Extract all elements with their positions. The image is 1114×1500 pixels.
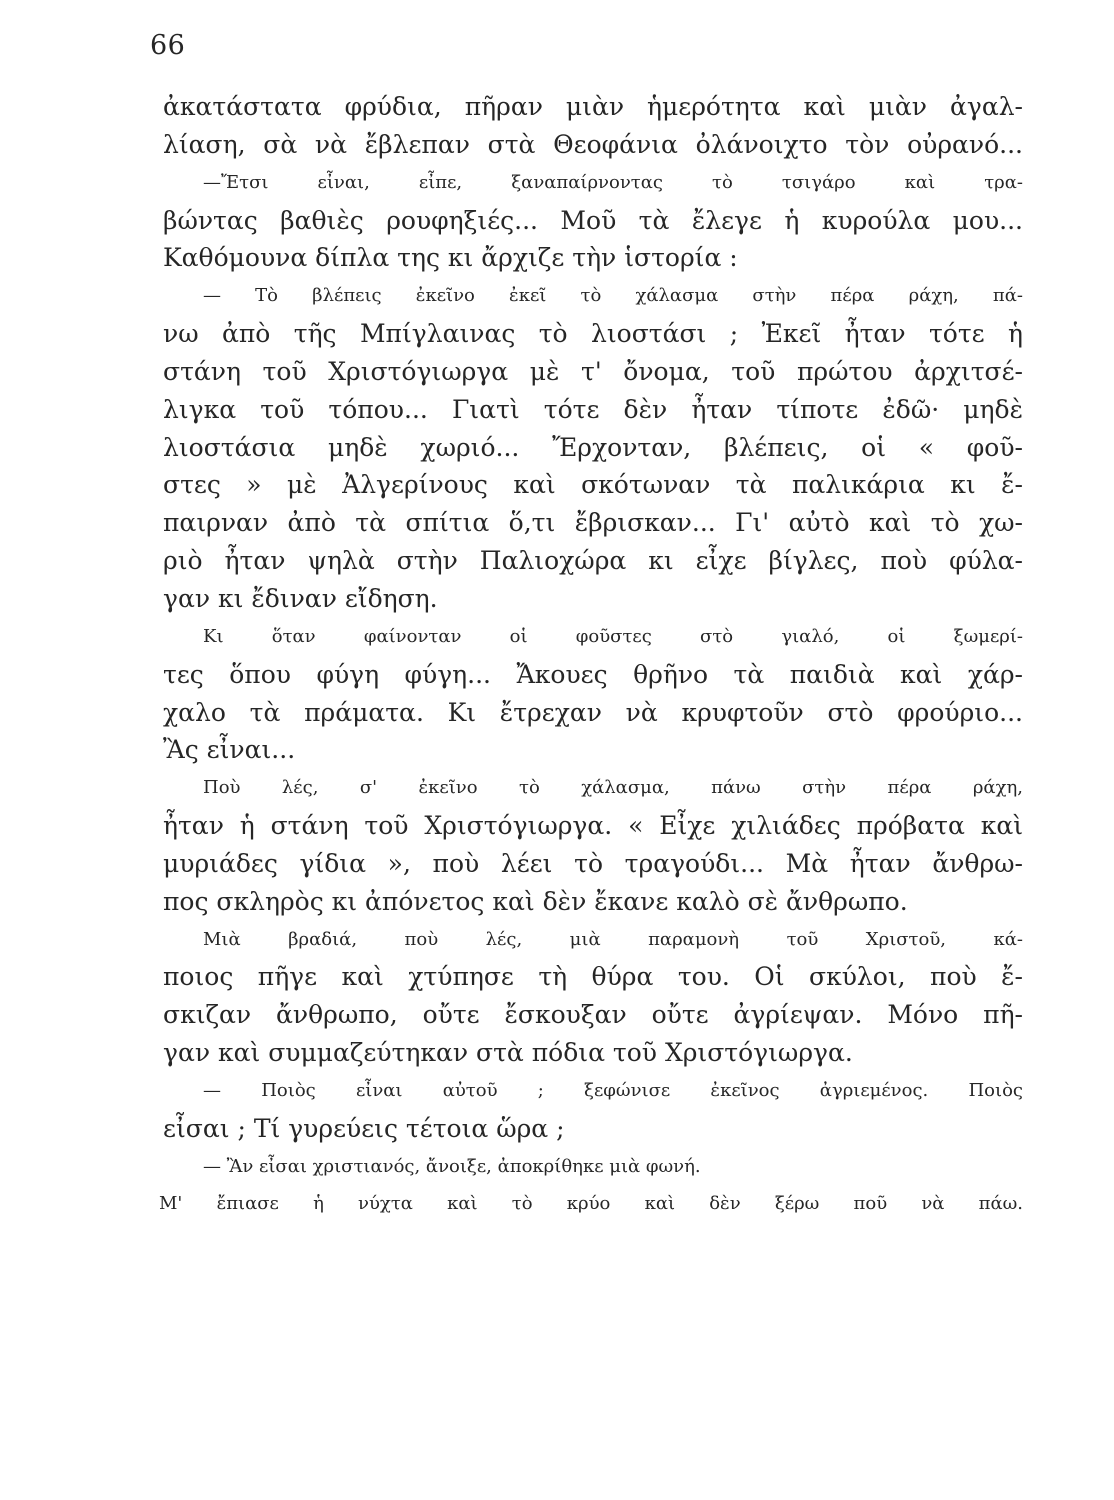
text-line: χαλο τὰ πράματα. Κι ἔτρεχαν νὰ κρυφτοῦν στὸ φρούριο... [163,697,1023,727]
text-line: βώντας βαθιὲς ρουφηξιές... Μοῦ τὰ ἔλεγε ἡ κυρούλα μου... [163,205,1023,235]
text-line: γαν κι ἔδιναν εἴδηση. [163,583,438,613]
text-line: εἶσαι ; Τί γυρεύεις τέτοια ὥρα ; [163,1113,565,1143]
text-line: παιρναν ἀπὸ τὰ σπίτια ὅ,τι ἔβρισκαν... Γι' αὐτὸ καὶ τὸ χω- [163,508,1023,538]
text-line: Καθόμουνα δίπλα της κι ἄρχιζε τὴν ἱστορία : [163,243,738,273]
text-line: — Τὸ βλέπεις ἐκεῖνο ἐκεῖ τὸ χάλασμα στὴν πέρα ράχη, πά- [203,285,1023,307]
text-line: Ποὺ λές, σ' ἐκεῖνο τὸ χάλασμα, πάνω στὴν πέρα ράχη, [203,777,1023,799]
text-line: λιγκα τοῦ τόπου... Γιατὶ τότε δὲν ἦταν τίποτε ἐδῶ· μηδὲ [163,394,1023,424]
text-line: Μ' ἔπιασε ἡ νύχτα καὶ τὸ κρύο καὶ δὲν ξέρω ποῦ νὰ πάω. [159,1193,1023,1215]
text-line: ἀκατάστατα φρύδια, πῆραν μιὰν ἡμερότητα καὶ μιὰν ἀγαλ- [163,92,1023,121]
text-line: νω ἀπὸ τῆς Μπίγλαινας τὸ λιοστάσι ; Ἐκεῖ ἦταν τότε ἡ [163,319,1023,349]
text-line: λίαση, σὰ νὰ ἔβλεπαν στὰ Θεοφάνια ὀλάνοιχτο τὸν οὐρανό... [163,129,1023,159]
text-line: γαν καὶ συμμαζεύτηκαν στὰ πόδια τοῦ Χριστόγιωργα. [163,1038,853,1068]
text-line: — Ἂν εἶσαι χριστιανός, ἄνοιξε, ἀποκρίθηκε μιὰ φωνή. [203,1155,701,1177]
text-line: — Ποιὸς εἶναι αὐτοῦ ; ξεφώνισε ἐκεῖνος ἀγριεμένος. Ποιὸς [203,1079,1023,1101]
page-number: 66 [150,30,186,61]
text-line: Μιὰ βραδιά, ποὺ λές, μιὰ παραμονὴ τοῦ Χριστοῦ, κά- [203,928,1023,950]
text-line: λιοστάσια μηδὲ χωριό... Ἔρχονταν, βλέπεις, οἱ « φοῦ- [163,432,1023,462]
body-text [159,88,1023,1223]
text-line: στάνη τοῦ Χριστόγιωργα μὲ τ' ὄνομα, τοῦ πρώτου ἀρχιτσέ- [163,356,1023,386]
text-line: σκιζαν ἄνθρωπο, οὔτε ἔσκουξαν οὔτε ἀγρίεψαν. Μόνο πῆ- [163,1000,1023,1030]
text-line: Κι ὅταν φαίνονταν οἱ φοῦστες στὸ γιαλό, οἱ ξωμερί- [203,625,1023,647]
text-line: Ἂς εἶναι... [163,735,296,765]
text-line: στες » μὲ Ἀλγερίνους καὶ σκότωναν τὰ παλικάρια κι ἔ- [163,470,1023,500]
text-line: μυριάδες γίδια », ποὺ λέει τὸ τραγούδι... Μὰ ἦταν ἄνθρω- [163,848,1023,878]
text-line: ριὸ ἦταν ψηλὰ στὴν Παλιοχώρα κι εἶχε βίγλες, ποὺ φύλα- [163,546,1023,576]
text-line: ἦταν ἡ στάνη τοῦ Χριστόγιωργα. « Εἶχε χιλιάδες πρόβατα καὶ [163,811,1023,841]
text-line: —Ἔτσι εἶναι, εἶπε, ξαναπαίρνοντας τὸ τσιγάρο καὶ τρα- [203,171,1023,193]
text-line: τες ὅπου φύγη φύγη... Ἄκουες θρῆνο τὰ παιδιὰ καὶ χάρ- [163,659,1023,689]
text-line: ποιος πῆγε καὶ χτύπησε τὴ θύρα του. Οἱ σκύλοι, ποὺ ἔ- [163,962,1023,992]
text-line: πος σκληρὸς κι ἀπόνετος καὶ δὲν ἔκανε καλὸ σὲ ἄνθρωπο. [163,886,908,916]
